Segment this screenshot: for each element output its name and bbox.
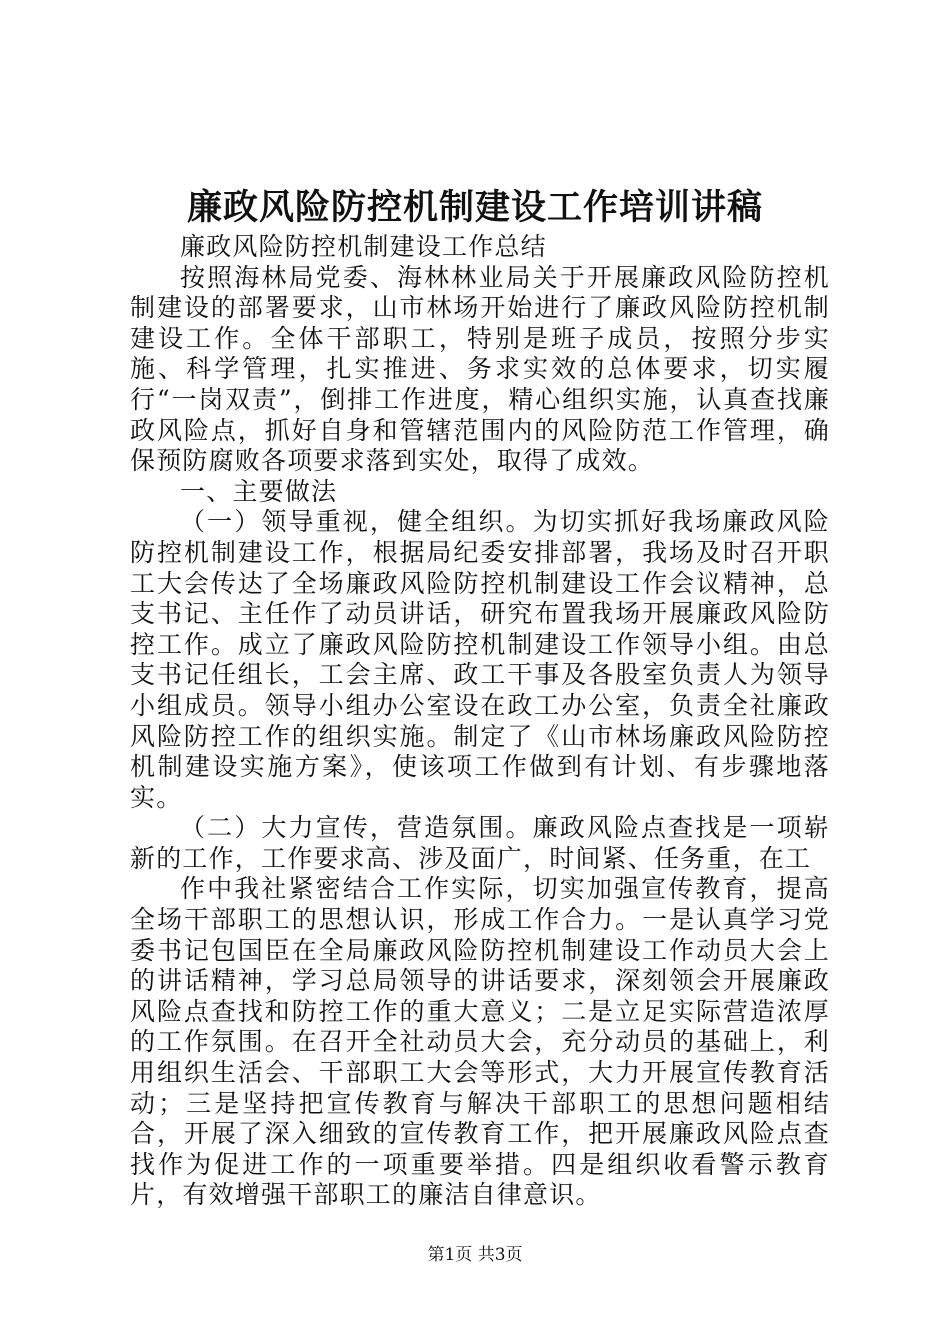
paragraph-intro: 按照海林局党委、海林林业局关于开展廉政风险防控机制建设的部署要求，山市林场开始进行了廉政风险防控机制建设工作。全体干部职工，特别是班子成员，按照分步实施、科学管理，扎实推进、务求实效的总体要求，切实履行“一岗双责”，倒排工作进度，精心组织实施，认真查找廉政风险点，抓好自身和管辖范围内的风险防范工作管理，确保预防腐败各项要求落到实处，取得了成效。 <box>130 262 830 476</box>
paragraph-item-2-continued: 作中我社紧密结合工作实际，切实加强宣传教育，提高全场干部职工的思想认识，形成工作合力。一是认真学习党委书记包国臣在全局廉政风险防控机制建设工作动员大会上的讲话精神，学习总局领导的讲话要求，深刻领会开展廉政风险点查找和防控工作的重大意义；二是立足实际营造浓厚的工作氛围。在召开全社动员大会，充分动员的基础上，利用组织生活会、干部职工大会等形式，大力开展宣传教育活动；三是坚持把宣传教育与解决干部职工的思想问题相结合，开展了深入细致的宣传教育工作，把开展廉政风险点查找作为促进工作的一项重要举措。四是组织收看警示教育片，有效增强干部职工的廉洁自律意识。 <box>130 874 830 1210</box>
paragraph-subtitle: 廉政风险防控机制建设工作总结 <box>180 232 547 261</box>
page-footer: 第1页 共3页 <box>427 1245 523 1265</box>
section-heading: 一、主要做法 <box>180 476 338 506</box>
document-title: 廉政风险防控机制建设工作培训讲稿 <box>186 187 763 228</box>
paragraph-item-1: （一）领导重视，健全组织。为切实抓好我场廉政风险防控机制建设工作，根据局纪委安排部署，我场及时召开职工大会传达了全场廉政风险防控机制建设工作会议精神，总支书记、主任作了动员讲话，研究布置我场开展廉政风险防控工作。成立了廉政风险防控机制建设工作领导小组。由总支书记任组长，工会主席、政工干事及各股室负责人为领导小组成员。领导小组办公室设在政工办公室，负责全社廉政风险防控工作的组织实施。制定了《山市林场廉政风险防控机制建设实施方案》，使该项工作做到有计划、有步骤地落实。 <box>130 507 830 812</box>
paragraph-item-2: （二）大力宣传，营造氛围。廉政风险点查找是一项崭新的工作，工作要求高、涉及面广，时间紧、任务重，在工 <box>130 813 830 873</box>
document-body <box>130 232 830 1211</box>
